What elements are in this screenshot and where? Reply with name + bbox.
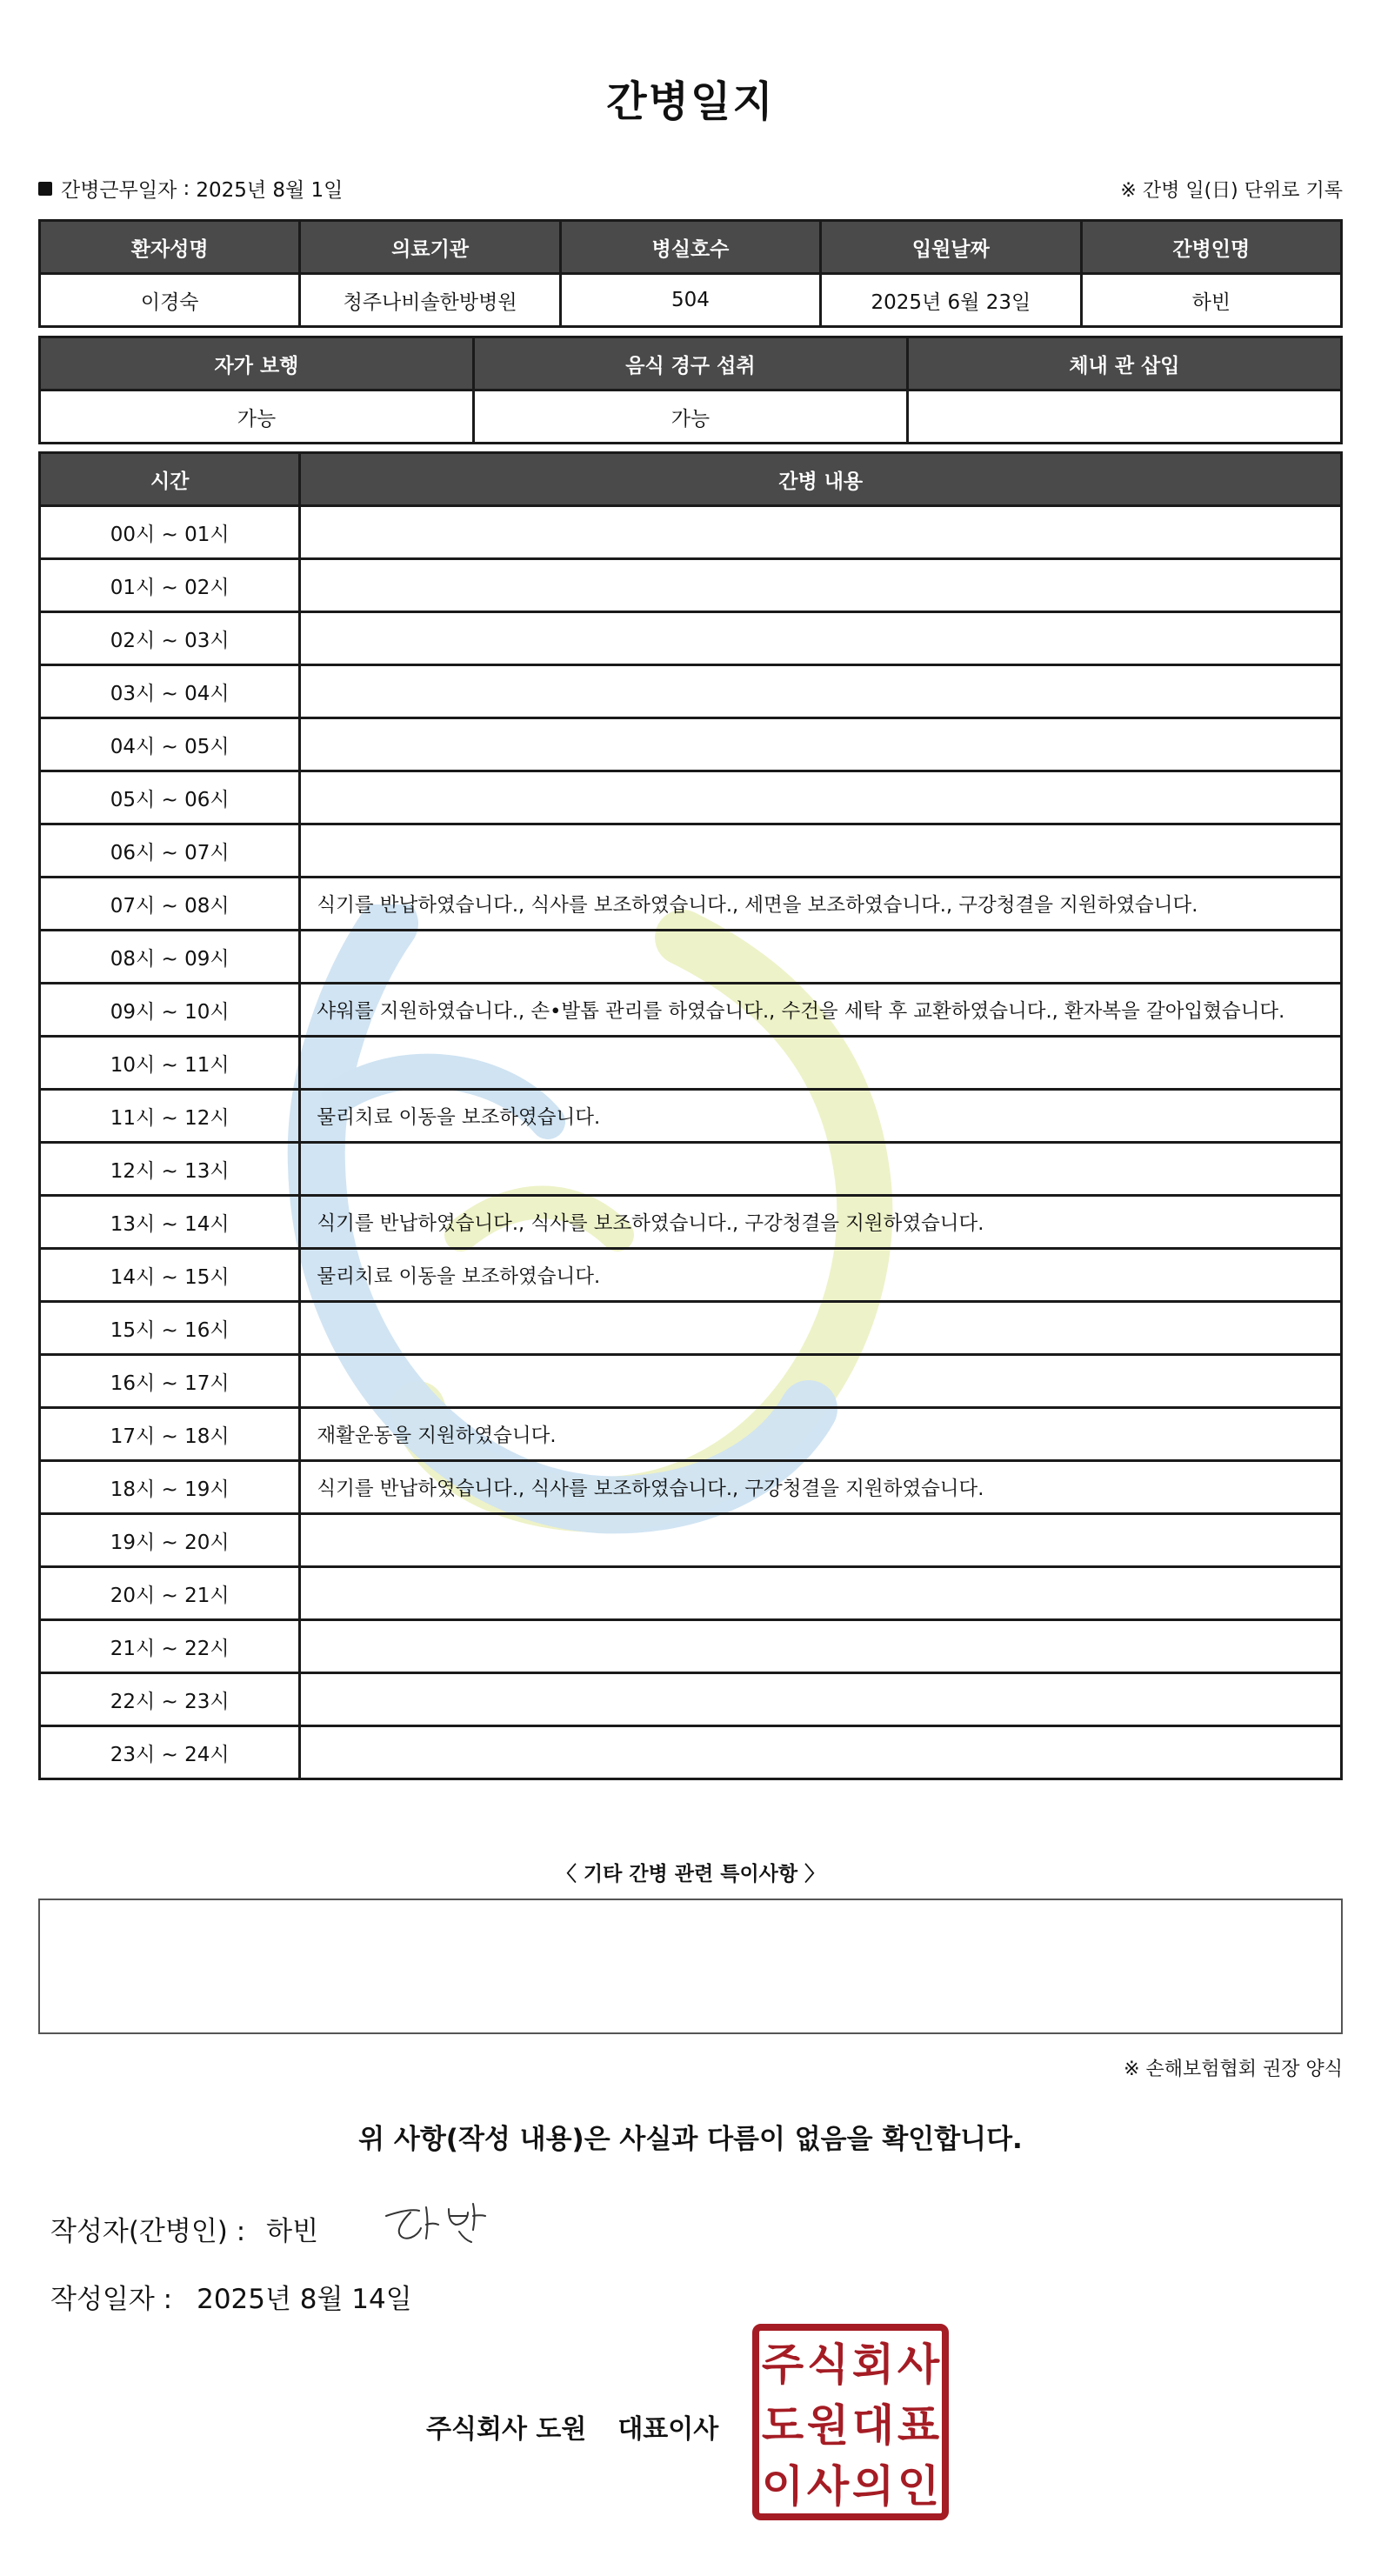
care-log-row [40, 1620, 1342, 1673]
care-log-time: 21시 ~ 22시 [40, 1620, 300, 1673]
care-log-row [40, 1355, 1342, 1408]
recommended-form-note: ※ 손해보험협회 권장 양식 [1124, 2059, 1343, 2080]
company-name: 주식회사 도원 [426, 2414, 587, 2445]
page-title: 간병일지 [606, 77, 775, 126]
care-log-content [300, 824, 1342, 878]
patient-status-header-row [40, 337, 1342, 390]
header-time: 시간 [40, 453, 300, 506]
write-date-value: 2025년 8월 14일 [197, 2284, 412, 2315]
care-log-time: 16시 ~ 17시 [40, 1355, 300, 1408]
care-log-body [40, 506, 1342, 1779]
seal-character: 대 [851, 2400, 895, 2451]
care-log-row [40, 931, 1342, 984]
care-log-time: 14시 ~ 15시 [40, 1249, 300, 1302]
care-log-time: 20시 ~ 21시 [40, 1567, 300, 1620]
hospital-value: 청주나비솔한방병원 [300, 274, 560, 327]
write-date-label: 작성일자 : [50, 2284, 173, 2315]
seal-character: 인 [897, 2461, 940, 2512]
care-log-content [300, 1620, 1342, 1673]
self-walking-value: 가능 [40, 390, 474, 444]
patient-name-value: 이경숙 [40, 274, 300, 327]
oral-intake-value: 가능 [473, 390, 907, 444]
patient-status-table [38, 336, 1343, 444]
header-tube-insertion: 체내 관 삽입 [907, 337, 1341, 390]
care-log-time: 19시 ~ 20시 [40, 1514, 300, 1567]
header-care-content: 간병 내용 [300, 453, 1342, 506]
care-log-time: 12시 ~ 13시 [40, 1143, 300, 1196]
work-date-separator: : [183, 177, 190, 200]
confirmation-statement: 위 사항(작성 내용)은 사실과 다름이 없음을 확인합니다. [358, 2124, 1023, 2155]
care-log-time: 09시 ~ 10시 [40, 984, 300, 1037]
seal-character: 주 [761, 2339, 804, 2390]
work-date-value: 2025년 8월 1일 [196, 179, 344, 202]
header-hospital: 의료기관 [300, 221, 560, 274]
care-log-time: 15시 ~ 16시 [40, 1302, 300, 1355]
seal-character: 이 [761, 2461, 804, 2512]
seal-character: 원 [806, 2400, 850, 2451]
care-log-time: 04시 ~ 05시 [40, 718, 300, 771]
care-log-content [300, 1726, 1342, 1779]
care-log-time: 06시 ~ 07시 [40, 824, 300, 878]
care-log-row [40, 612, 1342, 665]
care-log-time: 18시 ~ 19시 [40, 1461, 300, 1514]
care-log-content [300, 1355, 1342, 1408]
seal-character: 회 [851, 2339, 895, 2390]
care-log-time: 08시 ~ 09시 [40, 931, 300, 984]
header-room-number: 병실호수 [560, 221, 820, 274]
admission-date-value: 2025년 6월 23일 [821, 274, 1081, 327]
company-seal [752, 2324, 949, 2520]
company-signature-line [426, 2407, 718, 2446]
care-log-row [40, 984, 1342, 1037]
handwritten-signature [376, 2192, 515, 2252]
room-number-value: 504 [560, 274, 820, 327]
patient-info-value-row [40, 274, 1342, 327]
care-log-content [300, 506, 1342, 559]
work-date-label: 간병근무일자 [61, 179, 177, 202]
care-log-row [40, 1408, 1342, 1461]
care-log-time: 01시 ~ 02시 [40, 559, 300, 612]
care-log-content: 샤워를 지원하였습니다., 손•발톱 관리를 하였습니다., 수건을 세탁 후 교환하였습니다., 환자복을 갈아입혔습니다. [300, 984, 1342, 1037]
header-admission-date: 입원날짜 [821, 221, 1081, 274]
writer-name: 하빈 [266, 2216, 319, 2247]
care-log-content [300, 718, 1342, 771]
care-log-content [300, 1302, 1342, 1355]
seal-character: 표 [897, 2400, 940, 2451]
care-log-row [40, 824, 1342, 878]
care-log-content [300, 1567, 1342, 1620]
care-log-content: 식기를 반납하였습니다., 식사를 보조하였습니다., 세면을 보조하였습니다., 구강청결을 지원하였습니다. [300, 878, 1342, 931]
care-log-row [40, 1514, 1342, 1567]
care-log-row [40, 506, 1342, 559]
care-log-row [40, 771, 1342, 824]
seal-character: 도 [761, 2400, 804, 2451]
care-log-content: 식기를 반납하였습니다., 식사를 보조하였습니다., 구강청결을 지원하였습니다. [300, 1196, 1342, 1249]
care-log-row [40, 1567, 1342, 1620]
header-oral-intake: 음식 경구 섭취 [473, 337, 907, 390]
care-log-row [40, 1249, 1342, 1302]
writer-row [50, 2209, 318, 2248]
care-log-time: 03시 ~ 04시 [40, 665, 300, 718]
record-unit-note: ※ 간병 일(日) 단위로 기록 [1120, 180, 1343, 202]
care-log-time: 23시 ~ 24시 [40, 1726, 300, 1779]
care-log-time: 17시 ~ 18시 [40, 1408, 300, 1461]
write-date-row [50, 2277, 412, 2316]
care-log-time: 22시 ~ 23시 [40, 1673, 300, 1726]
care-log-row [40, 1726, 1342, 1779]
care-log-time: 10시 ~ 11시 [40, 1037, 300, 1090]
care-log-time: 00시 ~ 01시 [40, 506, 300, 559]
care-log-row [40, 559, 1342, 612]
seal-character: 사 [806, 2461, 850, 2512]
patient-info-header-row [40, 221, 1342, 274]
work-date-row [38, 174, 343, 203]
care-log-row [40, 1143, 1342, 1196]
care-log-content [300, 931, 1342, 984]
header-caregiver-name: 간병인명 [1081, 221, 1341, 274]
caregiver-name-value: 하빈 [1081, 274, 1341, 327]
care-log-content [300, 559, 1342, 612]
patient-info-table [38, 219, 1343, 328]
care-log-content [300, 1037, 1342, 1090]
care-log-time: 05시 ~ 06시 [40, 771, 300, 824]
seal-character: 의 [851, 2461, 895, 2512]
care-log-content [300, 1673, 1342, 1726]
care-log-time: 13시 ~ 14시 [40, 1196, 300, 1249]
seal-character: 사 [897, 2339, 940, 2390]
bullet-square-icon [38, 182, 52, 196]
care-log-content: 재활운동을 지원하였습니다. [300, 1408, 1342, 1461]
care-log-content: 물리치료 이동을 보조하였습니다. [300, 1090, 1342, 1143]
care-log-time: 11시 ~ 12시 [40, 1090, 300, 1143]
care-log-row [40, 878, 1342, 931]
care-log-time: 02시 ~ 03시 [40, 612, 300, 665]
care-log-content: 식기를 반납하였습니다., 식사를 보조하였습니다., 구강청결을 지원하였습니다. [300, 1461, 1342, 1514]
care-log-content [300, 771, 1342, 824]
care-log-row [40, 1461, 1342, 1514]
hourly-care-log-table [38, 451, 1343, 1780]
care-log-row [40, 1673, 1342, 1726]
care-log-row [40, 718, 1342, 771]
header-self-walking: 자가 보행 [40, 337, 474, 390]
special-notes-box [38, 1899, 1343, 2034]
care-log-header-row [40, 453, 1342, 506]
patient-status-value-row [40, 390, 1342, 444]
company-ceo-title: 대표이사 [617, 2414, 719, 2445]
care-log-time: 07시 ~ 08시 [40, 878, 300, 931]
seal-character: 식 [806, 2339, 850, 2390]
care-log-content [300, 1143, 1342, 1196]
care-log-row [40, 1037, 1342, 1090]
care-log-content: 물리치료 이동을 보조하였습니다. [300, 1249, 1342, 1302]
tube-insertion-value [907, 390, 1341, 444]
care-log-row [40, 1090, 1342, 1143]
care-log-row [40, 665, 1342, 718]
header-patient-name: 환자성명 [40, 221, 300, 274]
special-notes-title: 〈 기타 간병 관련 특이사항 〉 [556, 1863, 825, 1885]
care-log-content [300, 1514, 1342, 1567]
care-log-row [40, 1302, 1342, 1355]
care-log-content [300, 665, 1342, 718]
writer-label: 작성자(간병인) : [50, 2216, 246, 2247]
care-log-row [40, 1196, 1342, 1249]
care-log-content [300, 612, 1342, 665]
